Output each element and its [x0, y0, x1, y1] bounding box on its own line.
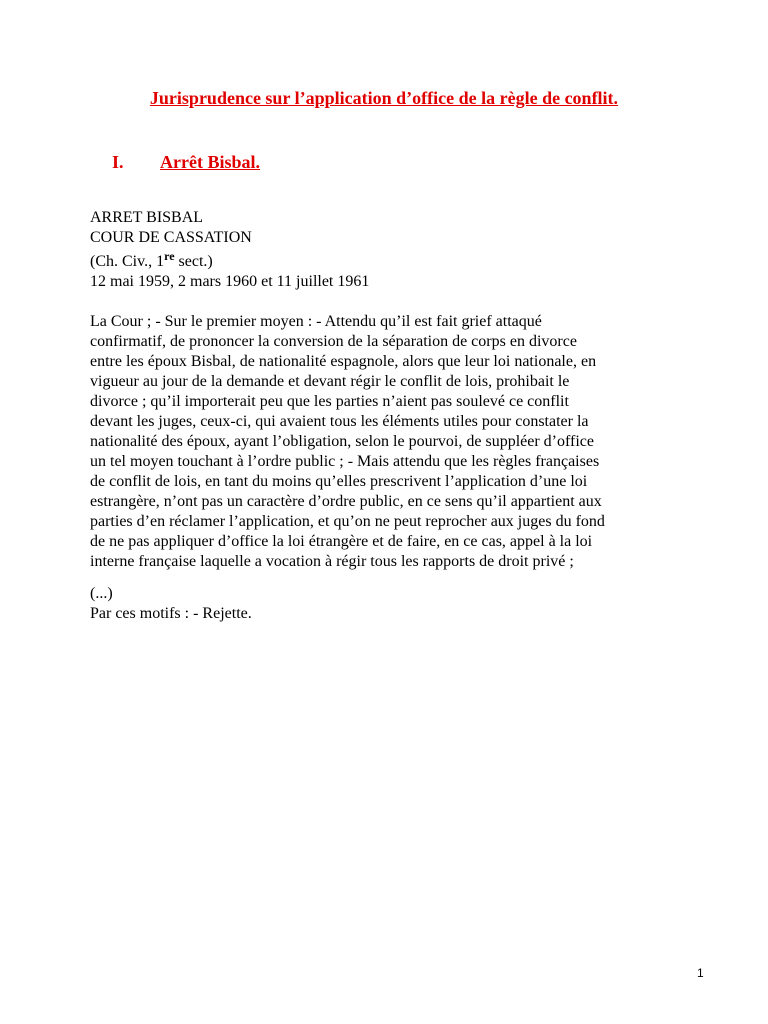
chamber-suffix: sect.): [174, 253, 213, 270]
page-number: 1: [697, 966, 704, 980]
ellipsis: (...): [90, 585, 113, 602]
paragraph-line: de ne pas appliquer d’office la loi étrangère et de faire, en ce cas, appel à la loi: [90, 533, 593, 550]
paragraph-line: vigueur au jour de la demande et devant régir le conflit de lois, prohibait le: [90, 373, 570, 390]
paragraph-line: un tel moyen touchant à l’ordre public ; - Mais attendu que les règles françaises: [90, 453, 600, 470]
paragraph-line: interne française laquelle a vocation à régir tous les rapports de droit privé ;: [90, 553, 574, 570]
paragraph-line: devant les juges, ceux-ci, qui avaient tous les éléments utiles pour constater la: [90, 413, 589, 430]
section-label: Arrêt Bisbal.: [160, 152, 260, 172]
paragraph-line: La Cour ; - Sur le premier moyen : - Attendu qu’il est fait grief attaqué: [90, 313, 542, 330]
case-name: ARRET BISBAL: [90, 209, 204, 226]
section-number: I.: [112, 152, 124, 172]
document-title: Jurisprudence sur l’application d’office de la règle de conflit.: [149, 88, 619, 108]
chamber-superscript: re: [164, 249, 175, 263]
chamber-line: [90, 249, 710, 272]
paragraph-line: estrangère, n’ont pas un caractère d’ordre public, en ce sens qu’il appartient aux: [90, 493, 602, 510]
paragraph-line: de conflit de lois, en tant du moins qu’elles prescrivent l’application d’une loi: [90, 473, 588, 490]
closing-block: [90, 584, 710, 624]
verdict: Par ces motifs : - Rejette.: [90, 605, 252, 622]
paragraph-line: parties d’en réclamer l’application, et qu’on ne peut reprocher aux juges du fond: [90, 513, 605, 530]
paragraph-line: divorce ; qu’il importerait peu que les parties n’aient pas soulevé ce conflit: [90, 393, 569, 410]
paragraph-line: nationalité des époux, ayant l’obligation, selon le pourvoi, de suppléer d’office: [90, 433, 595, 450]
judgment-paragraph: [90, 312, 710, 572]
decision-dates: 12 mai 1959, 2 mars 1960 et 11 juillet 1961: [90, 273, 370, 290]
case-header: [90, 208, 710, 292]
paragraph-line: confirmatif, de prononcer la conversion de la séparation de corps en divorce: [90, 333, 577, 350]
section-heading: [112, 152, 260, 173]
chamber-prefix: (Ch. Civ., 1: [90, 253, 165, 270]
paragraph-line: entre les époux Bisbal, de nationalité espagnole, alors que leur loi nationale, en: [90, 353, 597, 370]
court-name: COUR DE CASSATION: [90, 229, 252, 246]
